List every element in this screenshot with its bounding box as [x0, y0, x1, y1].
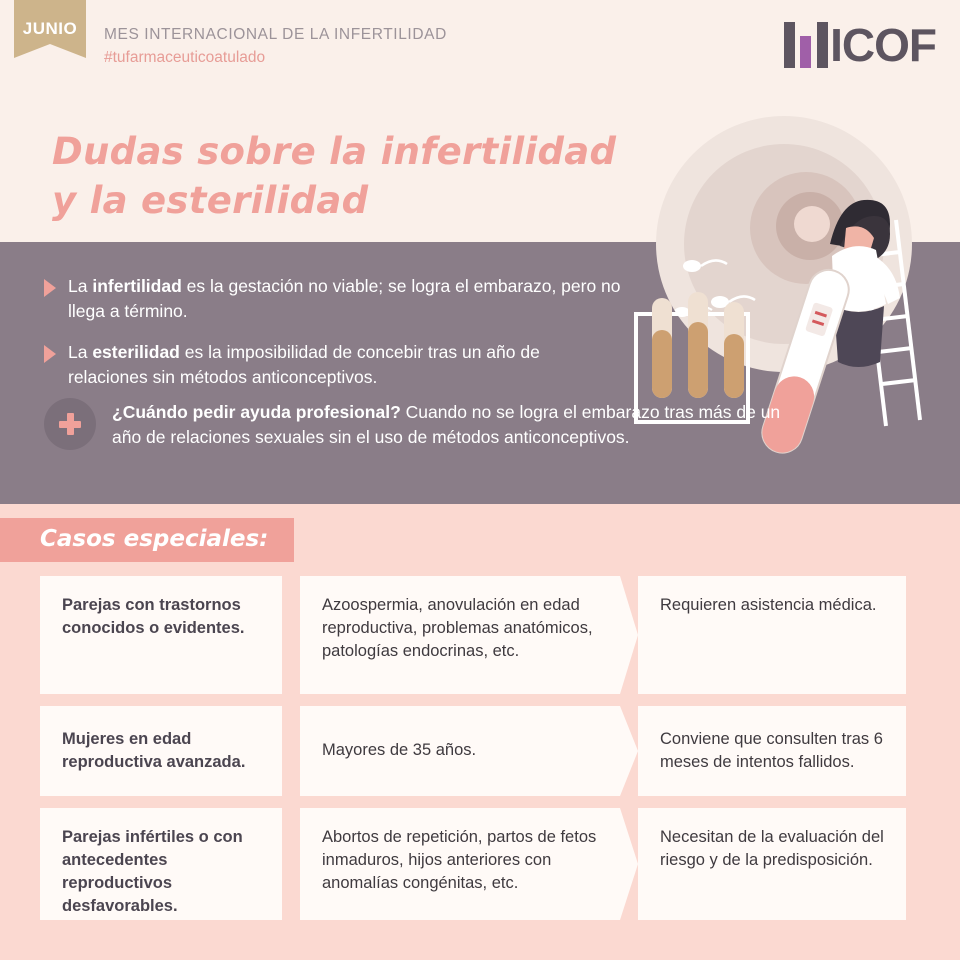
- arrow-right-icon: [620, 576, 638, 694]
- table-row: [40, 706, 920, 796]
- table-row: [40, 808, 920, 920]
- definitions-list: [44, 274, 624, 405]
- definition-text: La infertilidad es la gestación no viable; se logra el embarazo, pero no llega a término.: [68, 276, 621, 321]
- header-text-block: [104, 0, 447, 67]
- plus-medical-icon: [44, 398, 96, 450]
- micof-logo: [784, 18, 936, 72]
- campaign-hashtag: #tufarmaceuticoatulado: [104, 49, 266, 66]
- logo-m-icon: [784, 22, 828, 68]
- logo-wordmark: ICOF: [830, 19, 936, 71]
- case-detail: Mayores de 35 años.: [300, 706, 620, 796]
- case-group: Parejas con trastornos conocidos o evidentes.: [40, 576, 282, 694]
- definition-text: La esterilidad es la imposibilidad de concebir tras un año de relaciones sin métodos anticonceptivos.: [68, 341, 540, 387]
- special-cases-section: [0, 504, 960, 960]
- arrow-right-icon: [620, 706, 638, 796]
- special-cases-table: [0, 562, 960, 920]
- page-header: [0, 0, 960, 92]
- case-group: Mujeres en edad reproductiva avanzada.: [40, 706, 282, 796]
- case-detail: Abortos de repetición, partos de fetos inmaduros, hijos anteriores con anomalías congénitas, etc.: [300, 808, 620, 920]
- definition-item: [44, 274, 624, 324]
- case-group: Parejas infértiles o con antecedentes reproductivos desfavorables.: [40, 808, 282, 920]
- help-answer: Cuando no se logra el embarazo tras más de un año de relaciones sexuales sin el uso de métodos anticonceptivos.: [112, 402, 781, 448]
- case-recommendation: Requieren asistencia médica.: [638, 576, 906, 694]
- page-title: [52, 128, 616, 226]
- help-text: [112, 394, 784, 450]
- professional-help-box: [44, 394, 784, 450]
- table-row: [40, 576, 920, 694]
- page-title-line-2: y la esterilidad: [52, 178, 369, 222]
- hero-section: [0, 92, 960, 504]
- case-recommendation: Necesitan de la evaluación del riesgo y de la predisposición.: [638, 808, 906, 920]
- special-cases-title: Casos especiales:: [0, 518, 294, 562]
- arrow-right-icon: [44, 345, 56, 363]
- month-ribbon: JUNIO: [14, 0, 86, 44]
- arrow-right-icon: [620, 808, 638, 920]
- case-detail: Azoospermia, anovulación en edad reproductiva, problemas anatómicos, patologías endocrinas, etc.: [300, 576, 620, 694]
- definition-item: [44, 340, 624, 390]
- arrow-right-icon: [44, 279, 56, 297]
- page-title-line-1: Dudas sobre la infertilidad: [52, 130, 617, 173]
- campaign-title: MES INTERNACIONAL DE LA INFERTILIDAD: [104, 26, 447, 43]
- help-question: ¿Cuándo pedir ayuda profesional?: [112, 402, 401, 422]
- case-recommendation: Conviene que consulten tras 6 meses de intentos fallidos.: [638, 706, 906, 796]
